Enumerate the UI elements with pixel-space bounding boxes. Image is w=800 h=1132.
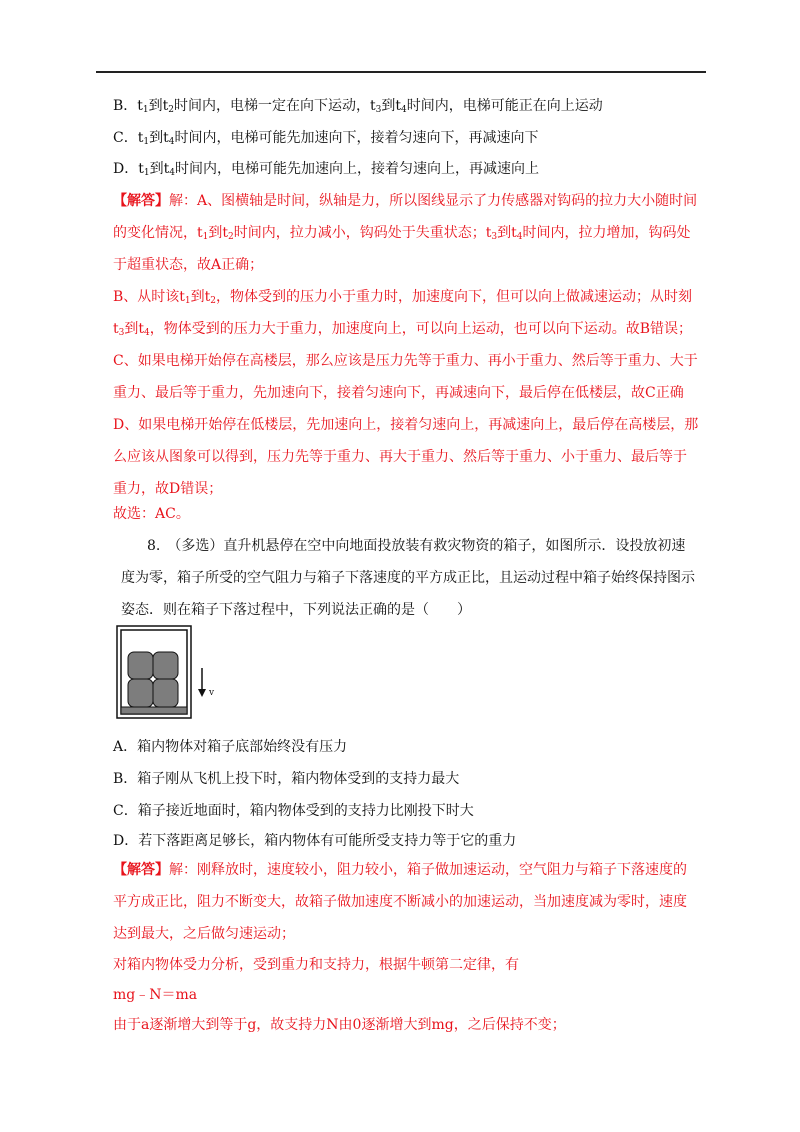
q8-option-b: B．箱子刚从飞机上投下时，箱内物体受到的支持力最大 [113,771,460,787]
q8-option-a: A．箱内物体对箱子底部始终没有压力 [113,739,348,755]
cargo-block-3 [128,679,153,707]
falling-box-figure [116,625,224,719]
answer-tag: 【解答】 [113,193,169,209]
q7-answer-line-4: B、从时该$t_1$到$t_2$，物体受到的压力小于重力时，加速度向下，但可以向上做减速运动；从时刻 [113,289,693,306]
q8-answer-line-1: 【解答】解：刚释放时，速度较小，阻力较小，箱子做加速运动，空气阻力与箱子下落速度的 [113,862,687,878]
q8-stem-line-1: 8. （多选）直升机悬停在空中向地面投放装有救灾物资的箱子，如图所示．设投放初速 [147,538,686,554]
q7-answer-line-1: 【解答】解：A、图横轴是时间，纵轴是力，所以图线显示了力传感器对钩码的拉力大小随时间 [113,193,698,209]
q8-answer-line-3: 达到最大，之后做匀速运动； [113,926,295,942]
header-rule [96,71,706,73]
q7-option-d: D．$t_1$到$t_4$时间内，电梯可能先加速向上，接着匀速向上，再减速向上 [113,161,539,178]
q7-option-c: C．$t_1$到$t_4$时间内，电梯可能先加速向下，接着匀速向下，再减速向下 [113,130,539,147]
q7-answer-line-3: 于超重状态，故A正确； [113,257,264,273]
q7-answer-line-5: $t_3$到$t_4$，物体受到的压力大于重力，加速度向上，可以向上运动，也可以向下运动。故B错误； [113,321,693,338]
q8-answer-line-4: 对箱内物体受力分析，受到重力和支持力，根据牛顿第二定律，有 [113,957,519,973]
q7-answer-line-7: 重力、最后等于重力，先加速向下，接着匀速向下，再减速向下，最后停在低楼层，故C正确 [113,385,684,401]
velocity-arrow-head [198,689,206,697]
q8-answer-line-6: 由于a逐渐增大到等于g，故支持力N由0逐渐增大到mg，之后保持不变； [113,1017,566,1033]
cargo-block-1 [128,652,153,679]
answer-tag: 【解答】 [113,862,169,878]
q8-answer-equation: mg﹣N＝ma [113,987,198,1003]
q8-stem-line-2: 度为零，箱子所受的空气阻力与箱子下落速度的平方成正比，且运动过程中箱子始终保持图示 [121,570,695,586]
q7-option-b: B．$t_1$到$t_2$时间内，电梯一定在向下运动，$t_3$到$t_4$时间内，电梯可能正在向上运动 [113,98,603,115]
q8-option-d: D．若下落距离足够长，箱内物体有可能所受支持力等于它的重力 [113,833,517,849]
q7-answer-line-10: 重力，故D错误； [113,481,223,497]
q8-stem-line-3: 姿态．则在箱子下落过程中，下列说法正确的是（ ） [121,602,471,618]
q8-answer-line-2: 平方成正比，阻力不断变大，故箱子做加速度不断减小的加速运动，当加速度减为零时，速度 [113,894,687,910]
cargo-block-4 [153,679,178,707]
velocity-label: v [209,688,215,698]
box-floor [121,707,187,714]
q7-answer-line-9: 么应该从图象可以得到，压力先等于重力、再大于重力、然后等于重力、小于重力、最后等于 [113,449,687,465]
q7-answer-choice: 故选：AC。 [113,506,190,522]
q7-answer-line-2: 的变化情况，$t_1$到$t_2$时间内，拉力减小，钩码处于失重状态；$t_3$到$t_4$时间内，拉力增加，钩码处 [113,225,691,242]
q7-answer-line-8: D、如果电梯开始停在低楼层，先加速向上，接着匀速向上，再减速向上，最后停在高楼层，那 [113,417,699,433]
cargo-block-2 [153,652,178,679]
q7-answer-line-6: C、如果电梯开始停在高楼层，那么应该是压力先等于重力、再小于重力、然后等于重力、大于 [113,353,698,369]
q8-option-c: C．箱子接近地面时，箱内物体受到的支持力比刚投下时大 [113,803,474,819]
